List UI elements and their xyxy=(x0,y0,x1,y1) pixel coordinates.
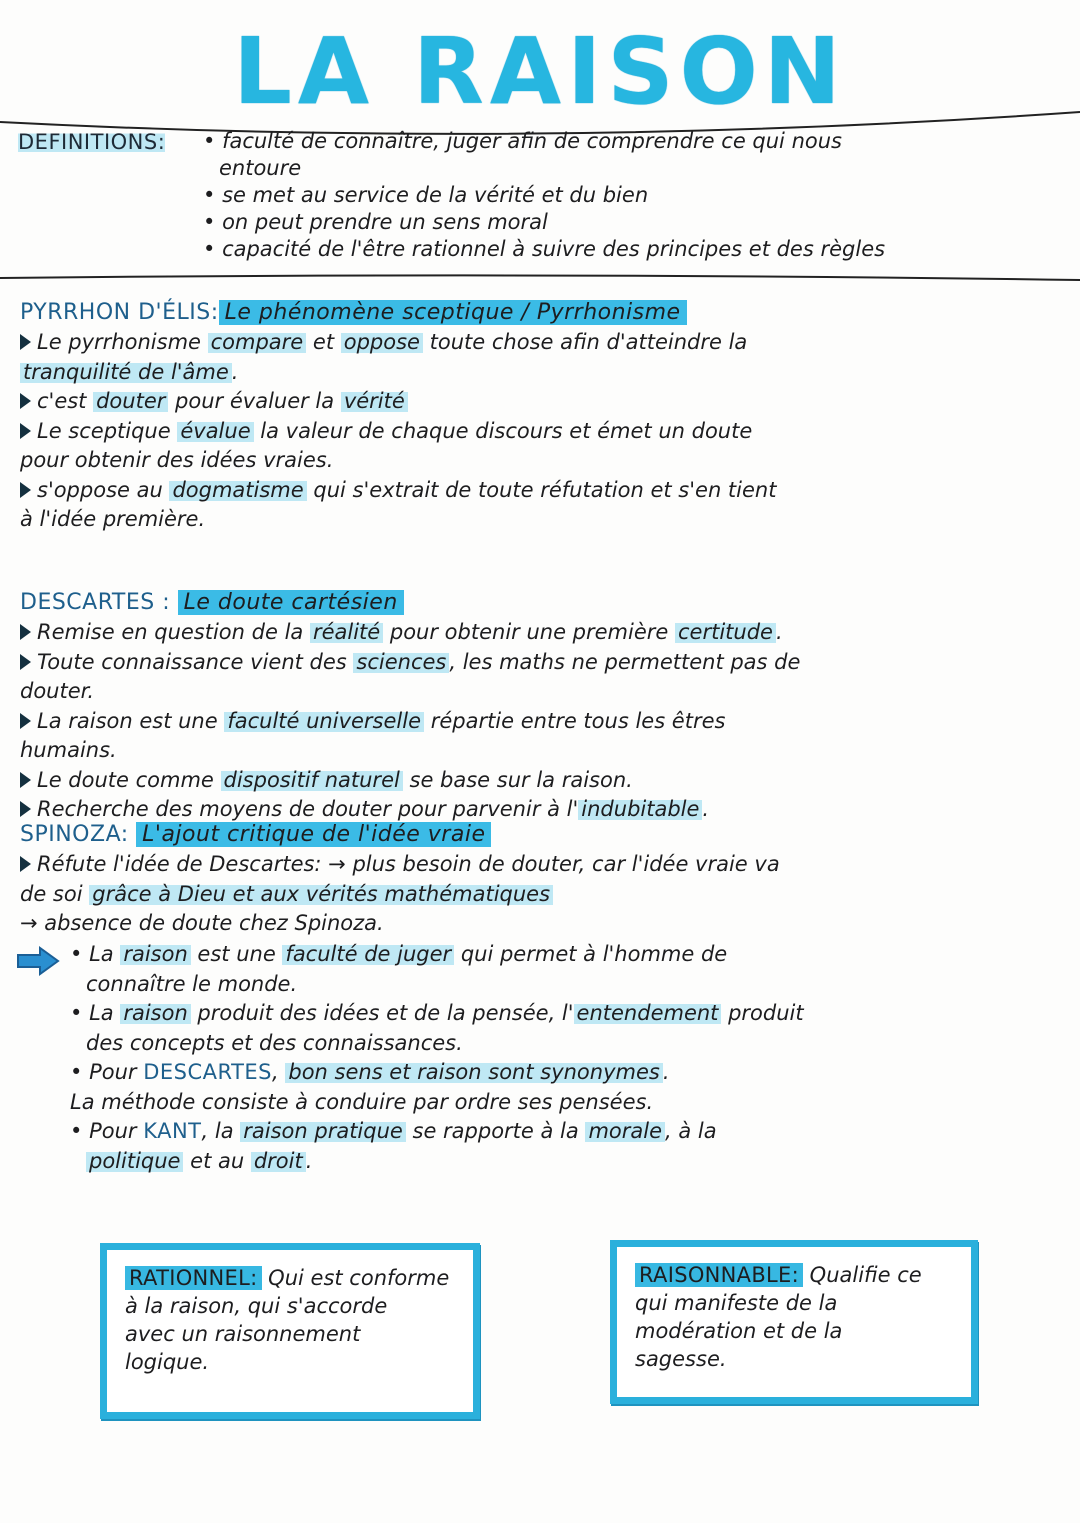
note-line: à l'idée première. xyxy=(20,507,206,531)
box-term: RATIONNEL: xyxy=(125,1266,262,1290)
triangle-bullet-icon xyxy=(20,772,31,788)
arrow-right-icon xyxy=(16,946,60,976)
definition-box-raisonnable: RAISONNABLE: Qualifie ce qui manifeste de la modération et de la sagesse. xyxy=(610,1240,978,1404)
note-line: connaître le monde. xyxy=(86,971,298,996)
note-line: tranquilité de l'âme . xyxy=(20,358,1060,388)
definition-item: • faculté de connaître, juger afin de comprendre ce qui nous entoure xyxy=(203,128,1073,182)
triangle-bullet-icon xyxy=(20,482,31,498)
definition-box-rationnel: RATIONNEL: Qui est conforme à la raison, qui s'accorde avec un raisonnement logique. xyxy=(100,1243,480,1419)
summary-item: • La raison produit des idées et de la pensée, l' entendement produit xyxy=(70,999,1050,1029)
triangle-bullet-icon xyxy=(20,654,31,670)
triangle-bullet-icon xyxy=(20,713,31,729)
summary-item: • La raison est une faculté de juger qui permet à l'homme de xyxy=(70,940,1050,970)
summary-item: • Pour KANT, la raison pratique se rapporte à la morale , à la xyxy=(70,1117,1050,1147)
triangle-bullet-icon xyxy=(20,423,31,439)
note-line: s'oppose au dogmatisme qui s'extrait de toute réfutation et s'en tient xyxy=(20,476,1060,506)
note-line: Le doute comme dispositif naturel se base sur la raison. xyxy=(20,766,1060,796)
note-line: Remise en question de la réalité pour obtenir une première certitude . xyxy=(20,618,1060,648)
note-line: Le pyrrhonisme compare et oppose toute chose afin d'atteindre la xyxy=(20,328,1060,358)
triangle-bullet-icon xyxy=(20,334,31,350)
note-line: humains. xyxy=(20,738,117,762)
note-line: des concepts et des connaissances. xyxy=(86,1030,463,1055)
descartes-section xyxy=(20,588,1060,825)
note-line: Recherche des moyens de douter pour parvenir à l' indubitable . xyxy=(20,795,1060,825)
section-heading: PYRRHON D'ÉLIS: Le phénomène sceptique / Pyrrhonisme xyxy=(20,298,1060,328)
divider-bottom xyxy=(0,268,1080,288)
triangle-bullet-icon xyxy=(20,624,31,640)
definition-item: • capacité de l'être rationnel à suivre des principes et des règles xyxy=(203,236,1073,263)
note-line: politique et au droit . xyxy=(70,1147,1050,1177)
note-line: douter. xyxy=(20,679,95,703)
box-term: RAISONNABLE: xyxy=(635,1263,803,1287)
section-subtitle: Le phénomène sceptique / Pyrrhonisme xyxy=(219,300,687,325)
definition-item: • se met au service de la vérité et du bien xyxy=(203,182,1073,209)
note-line: de soi grâce à Dieu et aux vérités mathématiques xyxy=(20,880,1060,910)
summary-section xyxy=(70,940,1050,1176)
summary-item: • Pour DESCARTES, bon sens et raison sont synonymes . xyxy=(70,1058,1050,1088)
section-subtitle: Le doute cartésien xyxy=(178,590,404,615)
pyrrhon-section xyxy=(20,298,1060,535)
page-title: LA RAISON xyxy=(233,18,847,125)
note-line: c'est douter pour évaluer la vérité xyxy=(20,387,1060,417)
definition-item: • on peut prendre un sens moral xyxy=(203,209,1073,236)
triangle-bullet-icon xyxy=(20,801,31,817)
note-line: La raison est une faculté universelle répartie entre tous les êtres xyxy=(20,707,1060,737)
section-subtitle: L'ajout critique de l'idée vraie xyxy=(136,822,491,847)
note-line: Réfute l'idée de Descartes: → plus besoin de douter, car l'idée vraie va xyxy=(20,850,1060,880)
section-heading: DESCARTES : Le doute cartésien xyxy=(20,588,1060,618)
note-line: Toute connaissance vient des sciences , les maths ne permettent pas de xyxy=(20,648,1060,678)
triangle-bullet-icon xyxy=(20,856,31,872)
spinoza-section xyxy=(20,820,1060,939)
note-line: La méthode consiste à conduire par ordre ses pensées. xyxy=(70,1089,654,1114)
note-line: → absence de doute chez Spinoza. xyxy=(20,911,384,935)
definitions-list xyxy=(203,128,1073,263)
note-line: Le sceptique évalue la valeur de chaque discours et émet un doute xyxy=(20,417,1060,447)
note-line: pour obtenir des idées vraies. xyxy=(20,448,334,472)
triangle-bullet-icon xyxy=(20,393,31,409)
section-heading: SPINOZA: L'ajout critique de l'idée vraie xyxy=(20,820,1060,850)
definitions-label: DEFINITIONS: xyxy=(18,130,166,154)
